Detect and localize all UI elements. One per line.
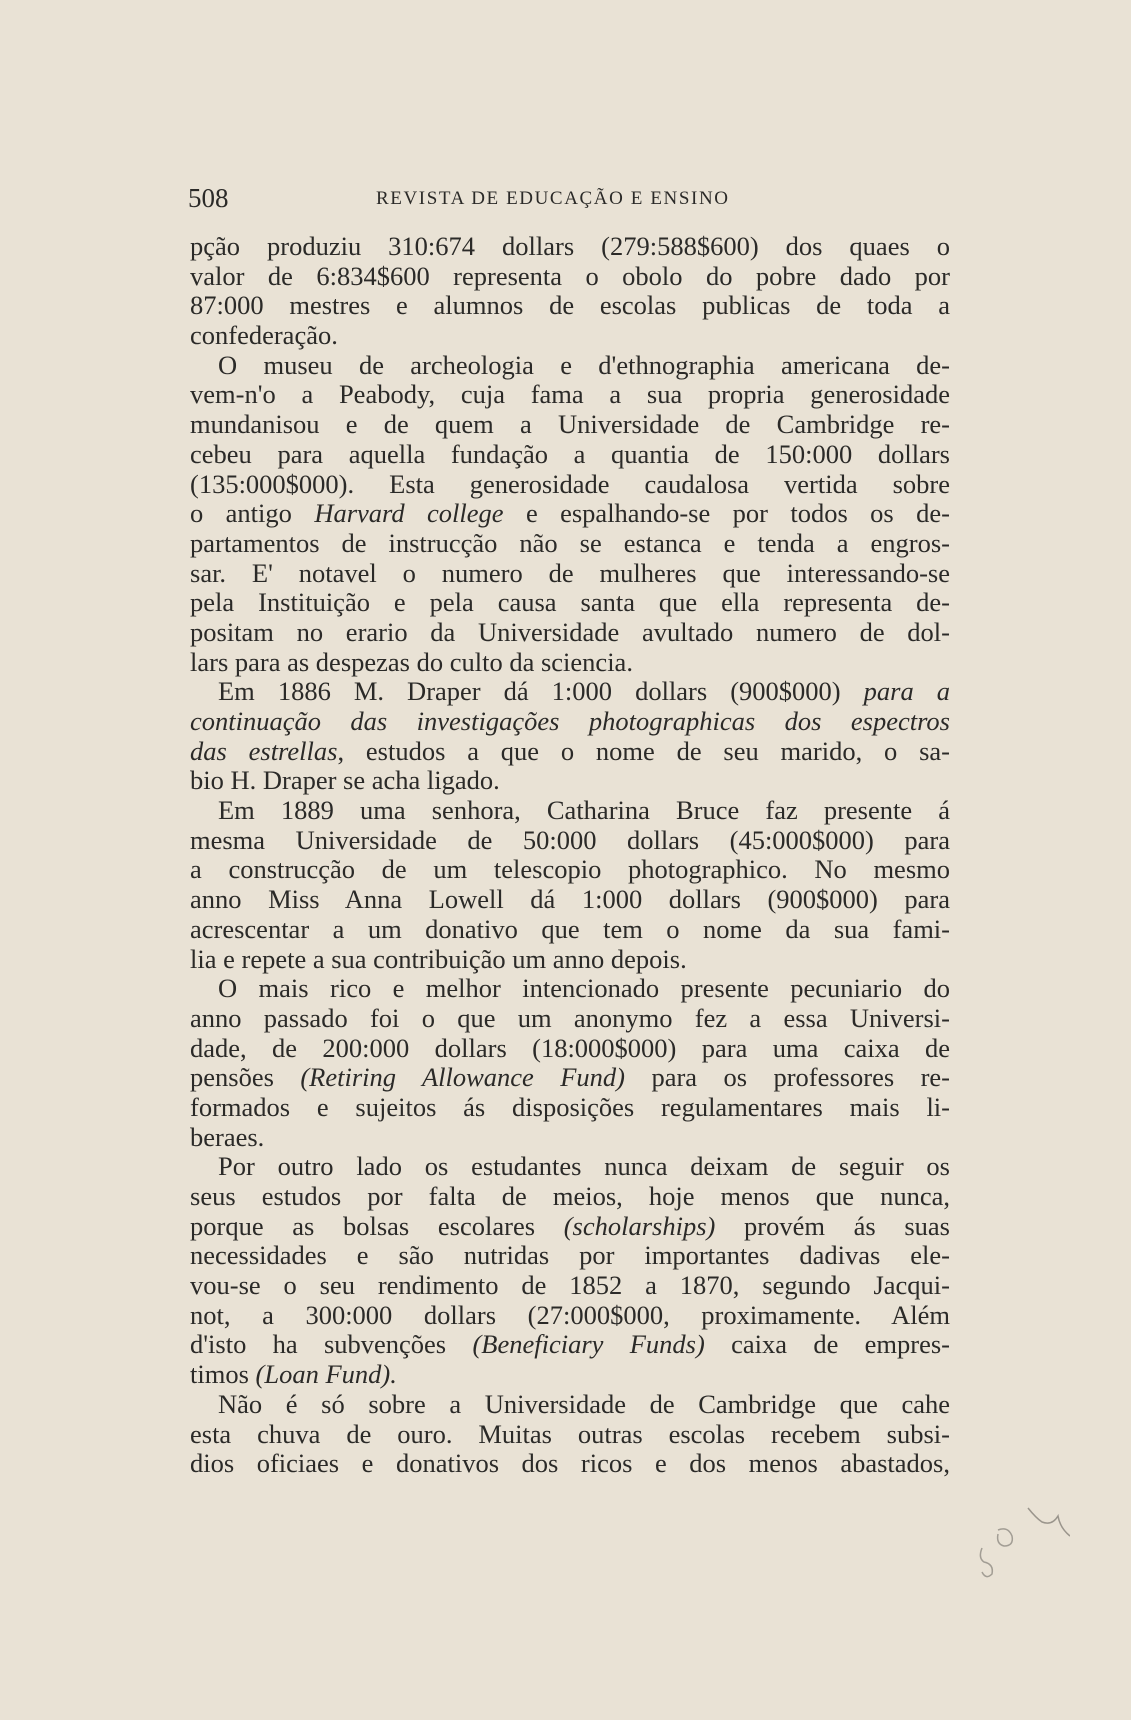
line-text: a construcção de um telescopio photographico. No mesmo [190, 854, 950, 885]
italic-text: (Beneficiary Funds) [472, 1329, 705, 1360]
text-line [190, 291, 950, 321]
line-text: caixa de empres- [704, 1329, 950, 1360]
text-line [190, 885, 950, 915]
text-line [190, 1004, 950, 1034]
text-line [190, 1182, 950, 1212]
italic-text: para a [863, 676, 950, 707]
text-line [190, 1241, 950, 1271]
line-text: partamentos de instrucção não se estanca e tenda a engros- [190, 527, 950, 558]
text-line [190, 380, 950, 410]
text-line [190, 1271, 950, 1301]
text-line [190, 499, 950, 529]
text-line [190, 470, 950, 500]
text-line [190, 1449, 950, 1479]
text-line [190, 588, 950, 618]
line-text: vem-n'o a Peabody, cuja fama a sua propria generosidade [190, 379, 950, 410]
text-line [190, 945, 950, 975]
text-line [190, 1152, 950, 1182]
text-line [190, 1034, 950, 1064]
journal-title: REVISTA DE EDUCAÇÃO E ENSINO [376, 188, 730, 209]
line-text: mesma Universidade de 50:000 dollars (45:000$000) para [190, 824, 950, 855]
line-text: O mais rico e melhor intencionado presente pecuniario do [218, 973, 950, 1004]
text-line [190, 707, 950, 737]
text-line [190, 529, 950, 559]
text-line [190, 321, 950, 351]
line-text: dade, de 200:000 dollars (18:000$000) para uma caixa de [190, 1032, 950, 1063]
text-line [190, 826, 950, 856]
line-text: anno Miss Anna Lowell dá 1:000 dollars (900$000) para [190, 884, 950, 915]
line-text: Em 1889 uma senhora, Catharina Bruce faz presente á [218, 795, 950, 826]
text-line [190, 1063, 950, 1093]
line-text: provém ás suas [715, 1210, 950, 1241]
running-head [188, 178, 948, 218]
text-line [190, 1123, 950, 1153]
line-text: O museu de archeologia e d'ethnographia americana de- [218, 349, 950, 380]
line-text: confederação. [190, 320, 338, 351]
text-line [190, 1212, 950, 1242]
text-line [190, 232, 950, 262]
text-line [190, 974, 950, 1004]
line-text: Em 1886 M. Draper dá 1:000 dollars (900$000) [218, 676, 864, 707]
line-text: seus estudos por falta de meios, hoje menos que nunca, [190, 1181, 950, 1211]
text-line [190, 618, 950, 648]
line-text: Por outro lado os estudantes nunca deixam de seguir os [218, 1151, 950, 1182]
line-text: necessidades e são nutridas por importantes dadivas ele- [190, 1240, 950, 1271]
page-number: 508 [188, 183, 229, 213]
line-text: d'isto ha subvenções [190, 1329, 473, 1360]
pencil-marginalia [970, 1500, 1070, 1590]
text-line [190, 440, 950, 470]
italic-text: Harvard college [314, 498, 504, 529]
text-line [190, 1360, 950, 1390]
text-line [190, 915, 950, 945]
line-text: anno passado foi o que um anonymo fez a essa Universi- [190, 1002, 950, 1033]
text-line [190, 262, 950, 292]
line-text: Não é só sobre a Universidade de Cambridge que cahe [218, 1388, 950, 1419]
text-line [190, 737, 950, 767]
line-text: , estudos a que o nome de seu marido, o sa- [337, 735, 950, 766]
text-line [190, 855, 950, 885]
text-line [190, 766, 950, 796]
line-text: lars para as despezas do culto da sciencia. [190, 646, 633, 677]
text-line [190, 1093, 950, 1123]
line-text: beraes. [190, 1121, 265, 1152]
line-text: porque as bolsas escolares [190, 1210, 564, 1241]
text-line [190, 559, 950, 589]
line-text: sar. E' notavel o numero de mulheres que interessando-se [190, 557, 950, 588]
text-line [190, 1301, 950, 1331]
line-text: 87:000 mestres e alumnos de escolas publicas de toda a [190, 290, 950, 321]
line-text: cebeu para aquella fundação a quantia de 150:000 dollars [190, 438, 950, 469]
line-text: vou-se o seu rendimento de 1852 a 1870, segundo Jacqui- [190, 1270, 950, 1301]
line-text: dios oficiaes e donativos dos ricos e dos menos abastados, [190, 1448, 950, 1479]
line-text: bio H. Draper se acha ligado. [190, 765, 500, 796]
italic-text: (scholarships) [563, 1210, 716, 1241]
line-text: e espalhando-se por todos os de- [503, 498, 950, 529]
italic-text: das estrellas [190, 735, 338, 766]
line-text: positam no erario da Universidade avultado numero de dol- [190, 616, 950, 647]
line-text: lia e repete a sua contribuição um anno depois. [190, 943, 687, 974]
text-line [190, 677, 950, 707]
italic-text: continuação das investigações photographicas dos espectros [190, 706, 950, 736]
italic-text: (Loan Fund). [255, 1359, 397, 1390]
line-text: mundanisou e de quem a Universidade de Cambridge re- [190, 409, 950, 440]
line-text: timos [190, 1359, 256, 1390]
line-text: acrescentar a um donativo que tem o nome da sua fami- [190, 913, 950, 944]
line-text: o antigo [190, 498, 315, 529]
line-text: not, a 300:000 dollars (27:000$000, proximamente. Além [190, 1299, 950, 1330]
line-text: (135:000$000). Esta generosidade caudalosa vertida sobre [190, 468, 950, 499]
text-line [190, 796, 950, 826]
line-text: para os professores re- [625, 1062, 950, 1093]
italic-text: (Retiring Allowance Fund) [300, 1062, 626, 1093]
text-line [190, 410, 950, 440]
body-text [190, 232, 950, 1479]
text-line [190, 351, 950, 381]
text-line [190, 1390, 950, 1420]
line-text: formados e sujeitos ás disposições regulamentares mais li- [190, 1091, 950, 1122]
line-text: pensões [190, 1062, 301, 1093]
text-line [190, 648, 950, 678]
text-line [190, 1330, 950, 1360]
line-text: esta chuva de ouro. Muitas outras escolas recebem subsi- [190, 1418, 950, 1449]
line-text: pção produziu 310:674 dollars (279:588$600) dos quaes o [190, 231, 950, 261]
line-text: valor de 6:834$600 representa o obolo do pobre dado por [190, 260, 950, 291]
line-text: pela Instituição e pela causa santa que ella representa de- [190, 587, 950, 618]
text-line [190, 1420, 950, 1450]
